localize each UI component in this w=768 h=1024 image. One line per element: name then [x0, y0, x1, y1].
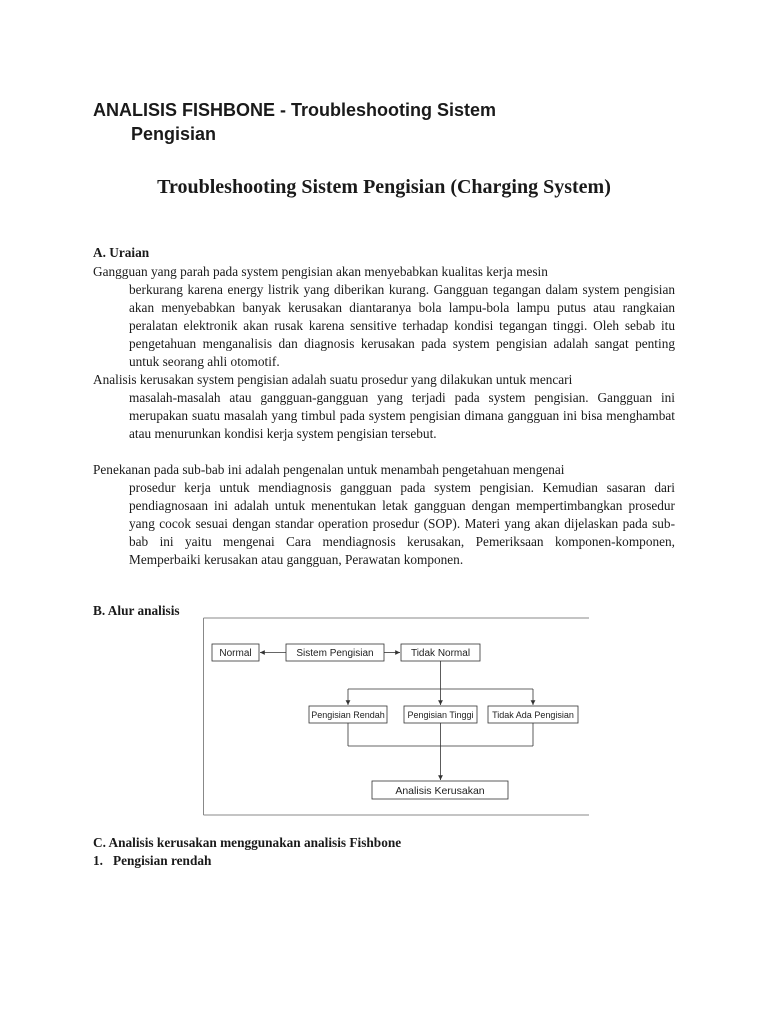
item-label: Pengisian rendah — [113, 853, 212, 868]
paragraph-body: berkurang karena energy listrik yang diberikan kurang. Gangguan tegangan dalam system pengisian akan menyebabkan banyak kerusakan diantaranya bola lampu-bola lampu putus atau rangkaian peralatan elektronik akan rusak karena sensitive terhadap kondisi tegangan tinggi. Oleh sebab itu pengetahuan menganalisis dan diagnosis kerusakan pada system pengisian adalah sangat penting untuk seorang ahli otomotif. — [129, 282, 675, 369]
item-number: 1. — [93, 853, 103, 868]
paragraph-first-line: Gangguan yang parah pada system pengisian akan menyebabkan kualitas kerja mesin — [93, 264, 548, 279]
tidak-normal-label: Tidak Normal — [410, 648, 471, 659]
document-title-line2: Pengisian — [131, 124, 217, 144]
section-a-paragraph-2 — [93, 371, 675, 443]
tidak-ada-pengisian-label: Tidak Ada Pengisian — [492, 710, 574, 720]
section-a-paragraph-3 — [93, 461, 675, 569]
document-subtitle: Troubleshooting Sistem Pengisian (Charging System) — [157, 176, 611, 198]
paragraph-body: prosedur kerja untuk mendiagnosis gangguan pada system pengisian. Kemudian sasaran dari pendiagnosaan ini adalah untuk menentukan letak gangguan dengan mempertimbangkan prosedur yang cocok sesuai dengan standar operation prosedur (SOP). Materi yang akan dijelaskan pada sub-bab ini yaitu mengenai Cara mendiagnosis kerusakan, Pemeriksaan komponen-komponen, Memperbaiki kerusakan atau gangguan, Perawatan komponen. — [129, 480, 675, 567]
analysis-flow-diagram — [203, 617, 591, 817]
document-title-line1: ANALISIS FISHBONE - Troubleshooting Sistem — [93, 100, 497, 120]
section-a-paragraph-1 — [93, 263, 675, 371]
section-a-heading: A. Uraian — [93, 245, 150, 260]
analisis-kerusakan-label: Analisis Kerusakan — [395, 785, 485, 797]
section-b-heading: B. Alur analisis — [93, 603, 180, 618]
sistem-pengisian-label: Sistem Pengisian — [296, 648, 374, 659]
paragraph-body: masalah-masalah atau gangguan-gangguan yang terjadi pada system pengisian. Gangguan ini merupakan suatu masalah yang timbul pada system pengisian dimana gangguan ini bisa menghambat atau menurunkan kondisi kerja system pengisian tersebut. — [129, 390, 675, 441]
section-c-heading: C. Analisis kerusakan menggunakan analisis Fishbone — [93, 835, 402, 850]
document-title — [93, 98, 693, 146]
pengisian-tinggi-label: Pengisian Tinggi — [407, 710, 474, 720]
section-c-item-1 — [93, 853, 211, 869]
paragraph-first-line: Penekanan pada sub-bab ini adalah pengenalan untuk menambah pengetahuan mengenai — [93, 462, 565, 477]
pengisian-rendah-label: Pengisian Rendah — [311, 710, 385, 720]
normal-label: Normal — [219, 648, 252, 659]
paragraph-first-line: Analisis kerusakan system pengisian adalah suatu prosedur yang dilakukan untuk mencari — [93, 372, 573, 387]
